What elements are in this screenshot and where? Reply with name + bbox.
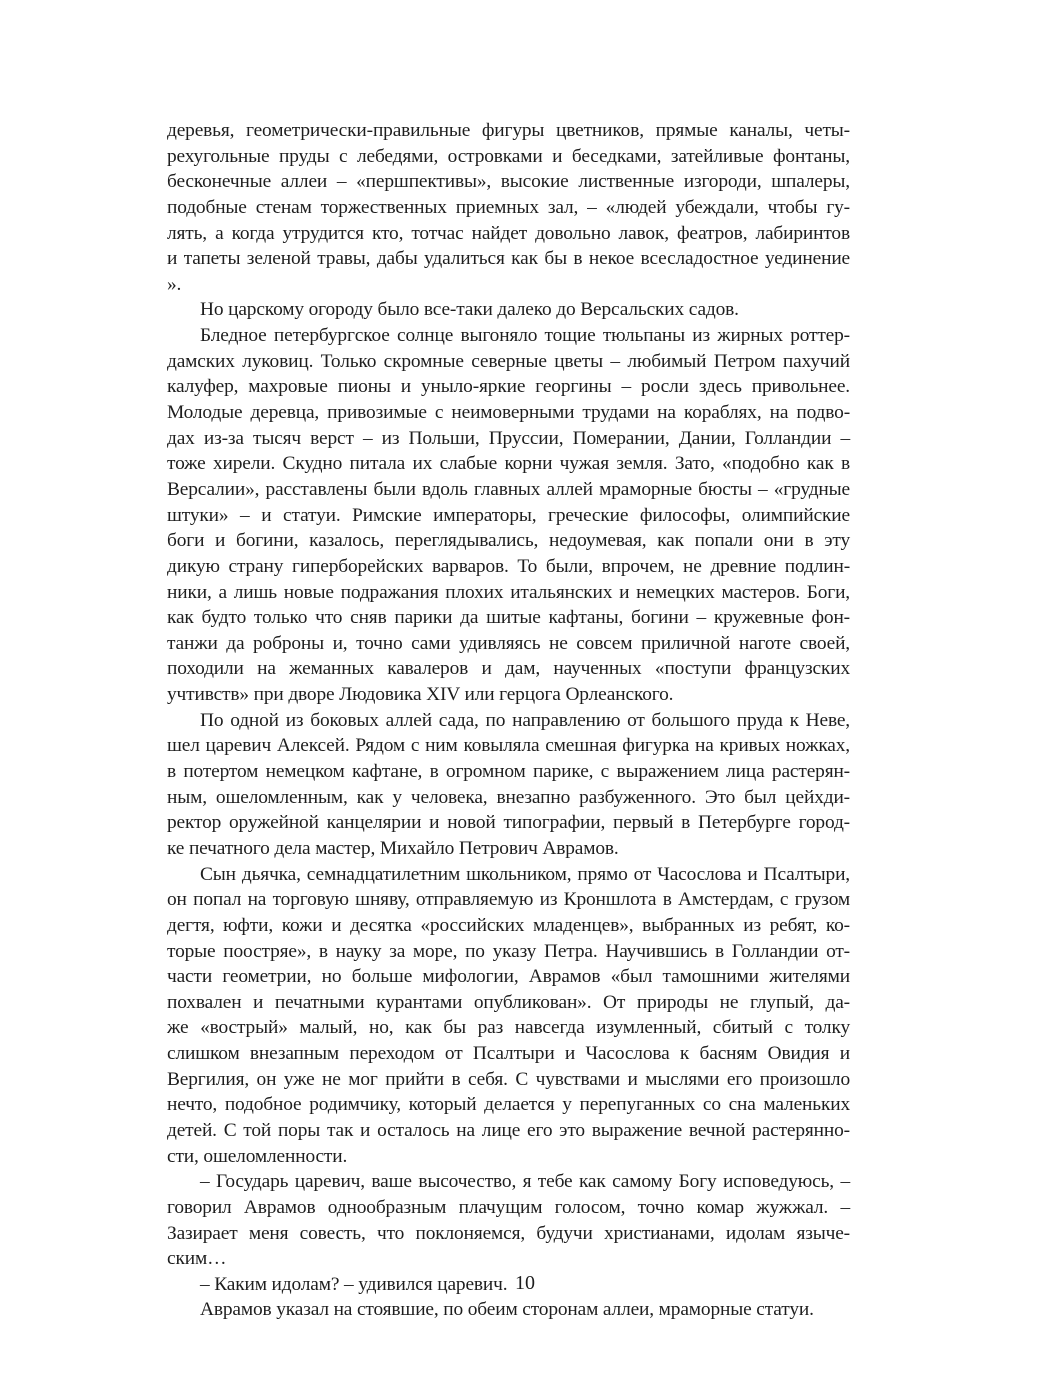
text-line: Молодые деревца, привозимые с неимоверными трудами на кораблях, на подво- xyxy=(167,402,850,424)
text-line: он попал на торговую шняву, отправляемую из Кроншлота в Амстердам, с грузом xyxy=(167,889,850,911)
text-line: ке печатного дела мастер, Михайло Петрович Аврамов. xyxy=(167,837,619,859)
text-line: слишком внезапным переходом от Псалтыри и Часослова к басням Овидия и xyxy=(167,1043,850,1065)
text-line: Зазирает меня совесть, что поклоняемся, будучи христианами, идолам языче- xyxy=(167,1222,850,1244)
text-line: торые поостряе», в науку за море, по указу Петра. Научившись в Голландии от- xyxy=(167,940,850,962)
text-line: Аврамов указал на стоявшие, по обеим сторонам аллеи, мраморные статуи. xyxy=(200,1299,814,1321)
text-line: лять, а когда утрудится кто, тотчас найдет довольно лавок, феатров, лабиринтов xyxy=(167,222,850,244)
text-line: же «вострый» малый, но, как бы раз навсегда изумленный, сбитый с толку xyxy=(167,1017,850,1039)
text-line: Версалии», расставлены были вдоль главных аллей мраморные бюсты – «грудные xyxy=(167,478,850,500)
text-line: шел царевич Алексей. Рядом с ним ковыляла смешная фигурка на кривых ножках, xyxy=(167,735,850,757)
text-line: калуфер, махровые пионы и уныло-яркие георгины – росли здесь привольнее. xyxy=(167,376,850,398)
text-line: Вергилия, он уже не мог прийти в себя. С чувствами и мыслями его произошло xyxy=(167,1068,850,1090)
text-line: дегтя, юфти, кожи и десятка «российских младенцев», выбранных из ребят, ко- xyxy=(167,914,850,936)
paragraph xyxy=(167,708,850,862)
paragraph xyxy=(167,862,850,1170)
text-line: как будто только что сняв парики да шитые кафтаны, богини – кружевные фон- xyxy=(167,607,850,629)
text-line: учтивств» при дворе Людовика XIV или герцога Орлеанского. xyxy=(167,684,674,706)
text-line: части геометрии, но больше мифологии, Аврамов «был тамошними жителями xyxy=(167,966,850,988)
text-line: подобные стенам торжественных приемных зал, – «людей убеждали, чтобы гу- xyxy=(167,196,850,218)
text-line: Сын дьячка, семнадцатилетним школьником, прямо от Часослова и Псалтыри, xyxy=(200,863,850,885)
text-line: походили на жеманных кавалеров и дам, наученных «поступи французских xyxy=(167,658,850,680)
text-line: дикую страну гиперборейских варваров. То были, впрочем, не древние подлин- xyxy=(167,555,850,577)
text-line: танжи да роброны и, точно сами удивляясь не совсем приличной наготе своей, xyxy=(167,632,850,654)
body-text xyxy=(167,118,850,1323)
text-line: ским… xyxy=(167,1248,227,1270)
text-line: нечто, подобное родимчику, который делается у перепуганных со сна маленьких xyxy=(167,1094,850,1116)
text-line: деревья, геометрически-правильные фигуры цветников, прямые каналы, четы- xyxy=(167,120,850,141)
paragraph xyxy=(167,1169,850,1272)
text-line: в потертом немецком кафтане, в огромном парике, с выражением лица растерян- xyxy=(167,761,850,783)
text-line: – Каким идолам? – удивился царевич. xyxy=(200,1273,508,1295)
text-line: ным, ошеломленным, как у человека, внезапно разбуженного. Это был цейхди- xyxy=(167,786,850,808)
page-number: 10 xyxy=(515,1272,535,1294)
paragraph xyxy=(167,323,850,708)
paragraph xyxy=(167,297,850,323)
text-line: По одной из боковых аллей сада, по направлению от большого пруда к Неве, xyxy=(200,709,850,731)
text-line: дах из-за тысяч верст – из Польши, Пруссии, Померании, Дании, Голландии – xyxy=(167,427,850,449)
text-line: ». xyxy=(167,273,182,295)
paragraph xyxy=(167,1297,850,1323)
text-line: ники, а лишь новые подражания плохих итальянских и немецких мастеров. Боги, xyxy=(167,581,850,603)
text-line: – Государь царевич, ваше высочество, я тебе как самому Богу исповедуюсь, – xyxy=(200,1171,850,1193)
text-line: штуки» – и статуи. Римские императоры, греческие философы, олимпийские xyxy=(167,504,850,526)
text-line: и тапеты зеленой травы, дабы удалиться как бы в некое всесладостное уединение xyxy=(167,248,850,270)
text-line: тоже хирели. Скудно питала их слабые корни чужая земля. Зато, «подобно как в xyxy=(167,453,850,475)
paragraph xyxy=(167,118,850,297)
text-line: боги и богини, казалось, переглядывались, недоумевая, как попали они в эту xyxy=(167,530,850,552)
text-line: бесконечные аллеи – «першпективы», высокие лиственные изгороди, шпалеры, xyxy=(167,171,850,193)
text-line: Бледное петербургское солнце выгоняло тощие тюльпаны из жирных роттер- xyxy=(200,325,850,347)
text-line: Но царскому огороду было все-таки далеко до Версальских садов. xyxy=(200,299,739,321)
text-line: ректор оружейной канцелярии и новой типографии, первый в Петербурге город- xyxy=(167,812,850,834)
text-line: говорил Аврамов однообразным плачущим голосом, точно комар жужжал. – xyxy=(167,1196,850,1218)
text-line: похвален и печатными курантами опубликован». От природы не глупый, да- xyxy=(167,991,850,1013)
text-line: сти, ошеломленности. xyxy=(167,1145,348,1167)
text-line: детей. С той поры так и осталось на лице его это выражение вечной растерянно- xyxy=(167,1119,850,1141)
text-line: дамских луковиц. Только скромные северные цветы – любимый Петром пахучий xyxy=(167,350,850,372)
text-line: рехугольные пруды с лебедями, островками и беседками, затейливые фонтаны, xyxy=(167,145,850,167)
